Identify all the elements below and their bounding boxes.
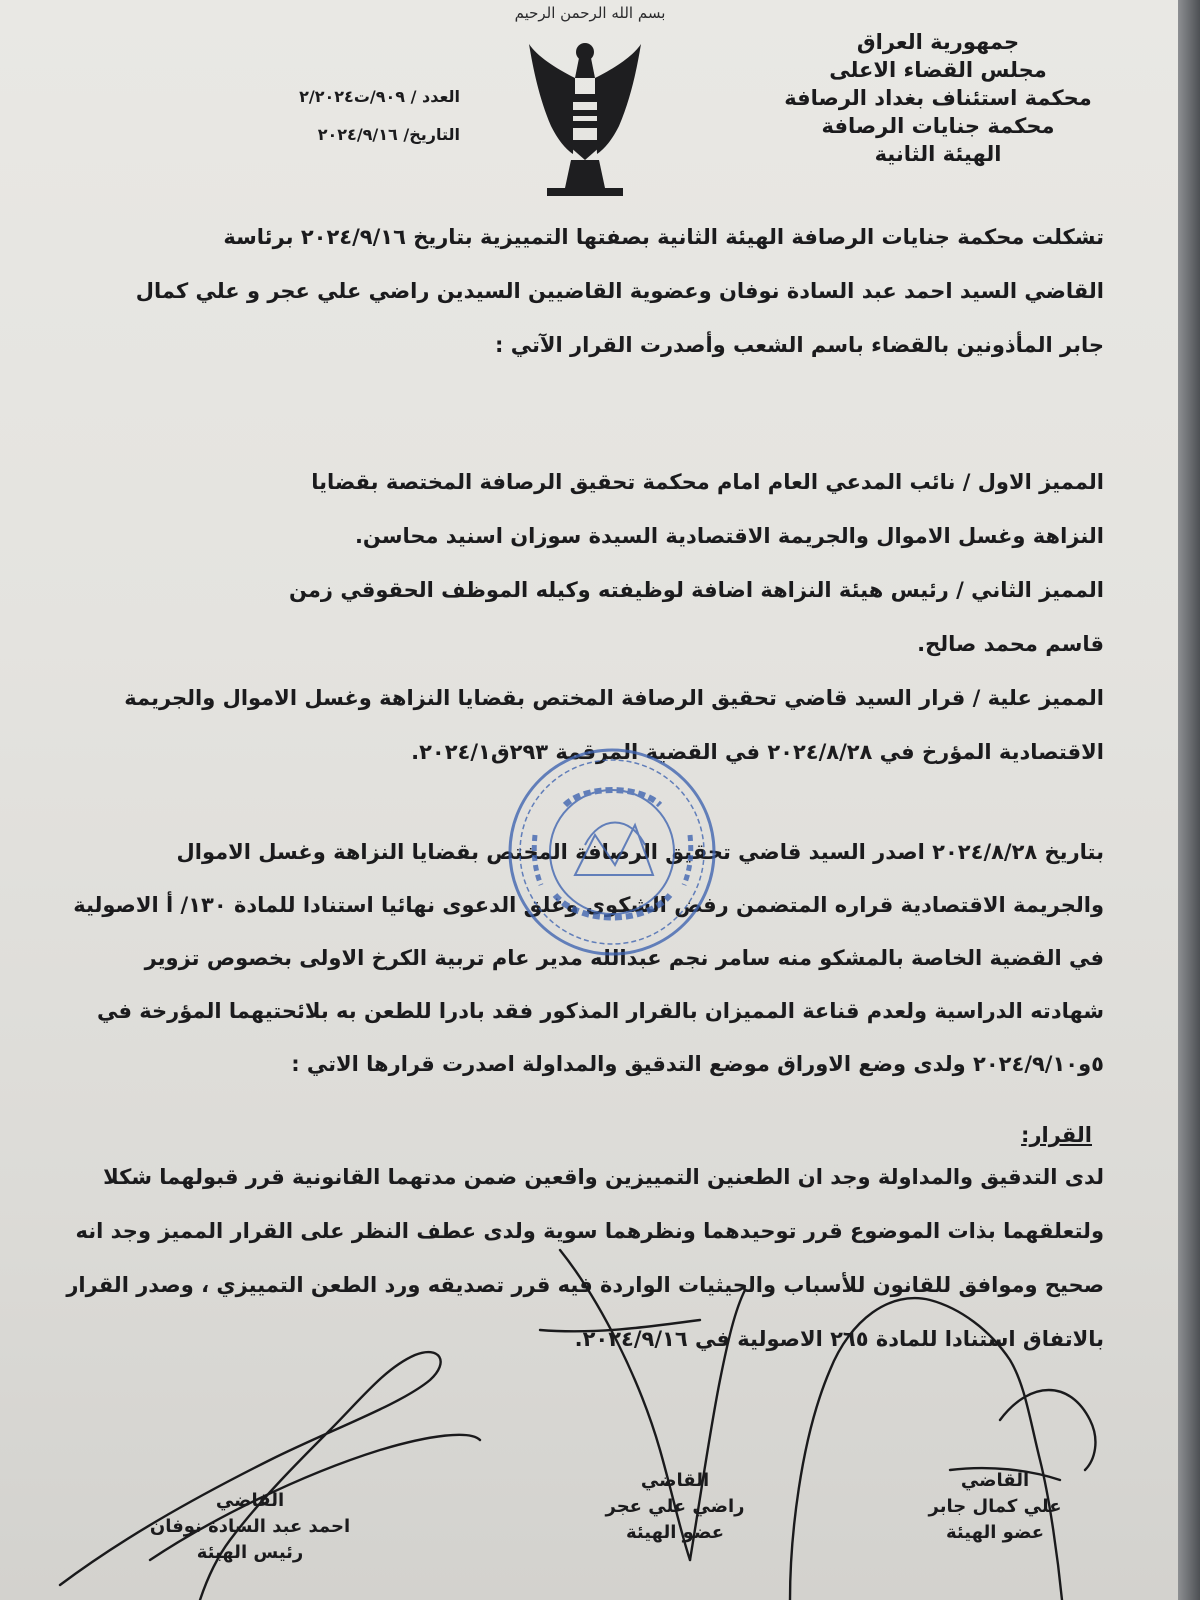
intro-line: جابر المأذونين بالقضاء باسم الشعب وأصدرت القرار الآتي : bbox=[495, 333, 1104, 357]
intro-paragraph bbox=[84, 210, 1104, 372]
signature-member-middle bbox=[560, 1468, 790, 1546]
document-date: التاريخ/ ٢٠٢٤/٩/١٦ bbox=[317, 125, 460, 144]
signature-president bbox=[135, 1488, 365, 1566]
header-criminal-court: محكمة جنايات الرصافة bbox=[821, 114, 1055, 138]
court-seal-icon bbox=[505, 745, 720, 960]
facts-line: في القضية الخاصة بالمشكو منه سامر نجم عبدالله مدير عام تربية الكرخ الاولى بخصوص تزوير bbox=[144, 946, 1104, 970]
document-number: العدد / ٩٠٩/ت٢/٢٠٢٤ bbox=[299, 87, 460, 106]
signature-name: راضي علي عجر bbox=[605, 1496, 745, 1517]
party-line: النزاهة وغسل الاموال والجريمة الاقتصادية السيدة سوزان اسنيد محاسن. bbox=[354, 524, 1104, 548]
header-panel: الهيئة الثانية bbox=[874, 142, 1002, 166]
decision-line: صحيح وموافق للقانون للأسباب والحيثيات الواردة فيه قرر تصديقه ورد الطعن التمييزي ، وصدر القرار bbox=[66, 1273, 1104, 1297]
header-appeal-court: محكمة استئناف بغداد الرصافة bbox=[784, 86, 1092, 110]
page-edge-shadow bbox=[1178, 0, 1200, 1600]
issuer-header bbox=[778, 28, 1098, 168]
decision-line: بالاتفاق استنادا للمادة ٢٦٥ الاصولية في ٢٠٢٤/٩/١٦. bbox=[574, 1327, 1104, 1351]
decision-line: لدى التدقيق والمداولة وجد ان الطعنين التمييزين واقعين ضمن مدتهما القانونية قرر قبولهما شكلا bbox=[103, 1165, 1104, 1189]
signature-role: رئيس الهيئة bbox=[196, 1542, 304, 1563]
decision-paragraph bbox=[66, 1150, 1104, 1366]
facts-line: بتاريخ ٢٠٢٤/٨/٢٨ اصدر السيد قاضي تحقيق الرصافة المختص بقضايا النزاهة وغسل الاموال bbox=[176, 840, 1104, 864]
parties-paragraph bbox=[84, 455, 1104, 779]
decision-line: ولتعلقهما بذات الموضوع قرر توحيدهما ونظرهما سوية ولدى عطف النظر على القرار المميز وجد انه bbox=[75, 1219, 1104, 1243]
signature-title: القاضي bbox=[960, 1470, 1030, 1491]
intro-line: تشكلت محكمة جنايات الرصافة الهيئة الثانية بصفتها التمييزية بتاريخ ٢٠٢٤/٩/١٦ برئاسة bbox=[223, 225, 1104, 249]
signature-role: عضو الهيئة bbox=[625, 1522, 724, 1543]
signature-title: القاضي bbox=[215, 1490, 285, 1511]
party-line: الاقتصادية المؤرخ في ٢٠٢٤/٨/٢٨ في القضية المرقمة ٢٩٣ق٢٠٢٤/١. bbox=[411, 740, 1104, 764]
facts-line: ٥و٢٠٢٤/٩/١٠ ولدى وضع الاوراق موضع التدقيق والمداولة اصدرت قرارها الاتي : bbox=[291, 1052, 1104, 1076]
party-line: المميز الاول / نائب المدعي العام امام محكمة تحقيق الرصافة المختصة بقضايا bbox=[311, 470, 1104, 494]
party-line: المميز علية / قرار السيد قاضي تحقيق الرصافة المختص بقضايا النزاهة وغسل الاموال والجريمة bbox=[124, 686, 1104, 710]
decision-heading: القرار: bbox=[1021, 1123, 1092, 1147]
signature-role: عضو الهيئة bbox=[945, 1522, 1044, 1543]
intro-line: القاضي السيد احمد عبد السادة نوفان وعضوية القاضيين السيدين راضي علي عجر و علي كمال bbox=[135, 279, 1104, 303]
signature-member-right bbox=[880, 1468, 1110, 1546]
header-council: مجلس القضاء الاعلى bbox=[829, 58, 1047, 82]
signature-title: القاضي bbox=[640, 1470, 710, 1491]
party-line: المميز الثاني / رئيس هيئة النزاهة اضافة لوظيفته وكيله الموظف الحقوقي زمن bbox=[289, 578, 1104, 602]
reference-block bbox=[220, 78, 460, 154]
signature-name: احمد عبد السادة نوفان bbox=[149, 1516, 351, 1537]
facts-line: شهادته الدراسية ولعدم قناعة المميزان بالقرار المذكور فقد بادرا للطعن به بلائحتيهما المؤرخة في bbox=[96, 999, 1104, 1023]
basmala: بسم الله الرحمن الرحيم bbox=[514, 4, 666, 22]
party-line: قاسم محمد صالح. bbox=[917, 632, 1104, 656]
signature-name: علي كمال جابر bbox=[928, 1496, 1062, 1517]
facts-line: والجريمة الاقتصادية قراره المتضمن رفض الشكوى وغلق الدعوى نهائيا استنادا للمادة ١٣٠/ أ الاصولية bbox=[73, 893, 1104, 917]
header-country: جمهورية العراق bbox=[856, 30, 1020, 54]
iraq-eagle-emblem-icon bbox=[525, 38, 645, 198]
